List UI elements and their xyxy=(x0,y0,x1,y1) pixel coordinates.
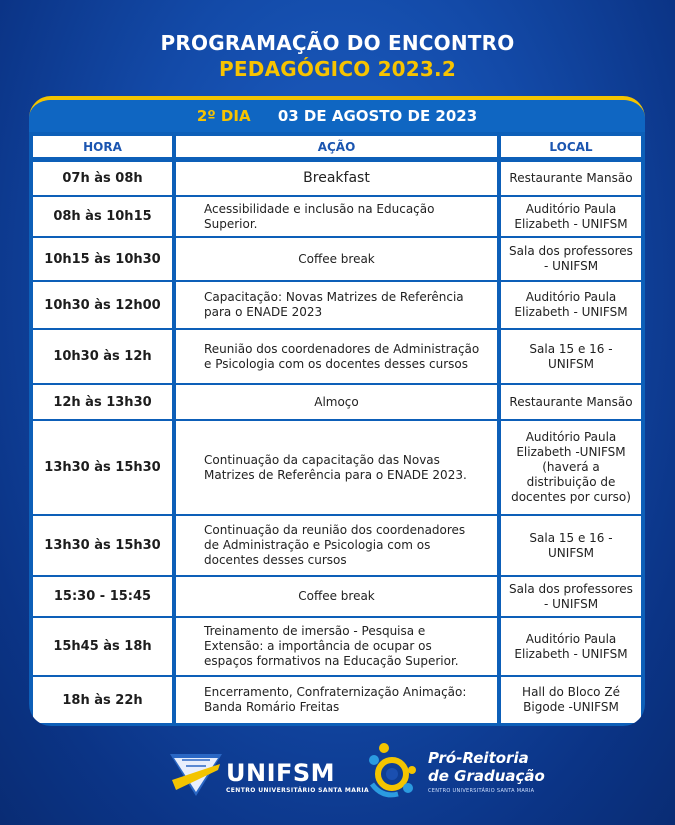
row-10-local: Auditório Paula Elizabeth - UNIFSM xyxy=(501,618,641,675)
row-4-local: Auditório Paula Elizabeth - UNIFSM xyxy=(501,282,641,328)
unifsm-name: UNIFSM xyxy=(226,759,336,787)
row-11-acao: Encerramento, Confraternização Animação: Banda Romário Freitas xyxy=(176,677,497,723)
row-7-local: Auditório Paula Elizabeth -UNIFSM (haverá a distribuição de docentes por curso) xyxy=(501,421,641,514)
row-4-acao: Capacitação: Novas Matrizes de Referência para o ENADE 2023 xyxy=(176,282,497,328)
row-6-hora: 12h às 13h30 xyxy=(33,385,172,419)
row-11-hora: 18h às 22h xyxy=(33,677,172,723)
day-date: 03 DE AGOSTO DE 2023 xyxy=(277,107,478,125)
unifsm-subtitle: CENTRO UNIVERSITÁRIO SANTA MARIA xyxy=(226,787,370,794)
row-6-local: Restaurante Mansão xyxy=(501,385,641,419)
row-10-hora: 15h45 às 18h xyxy=(33,618,172,675)
row-4-hora: 10h30 às 12h00 xyxy=(33,282,172,328)
row-9-local: Sala dos professores - UNIFSM xyxy=(501,577,641,616)
row-2-hora: 08h às 10h15 xyxy=(33,197,172,236)
row-10-acao: Treinamento de imersão - Pesquisa e Extensão: a importância de ocupar os espaços formativos na Educação Superior. xyxy=(176,618,497,675)
row-5-hora: 10h30 às 12h xyxy=(33,330,172,383)
header-hora: HORA xyxy=(33,136,172,157)
footer-logos xyxy=(0,740,675,810)
row-2-local: Auditório Paula Elizabeth - UNIFSM xyxy=(501,197,641,236)
row-8-local: Sala 15 e 16 - UNIFSM xyxy=(501,516,641,575)
row-3-hora: 10h15 às 10h30 xyxy=(33,238,172,280)
schedule-card xyxy=(29,96,645,726)
row-11-local: Hall do Bloco Zé Bigode -UNIFSM xyxy=(501,677,641,723)
pro-reitoria-line2: de Graduação xyxy=(428,767,545,785)
title-line1: PROGRAMAÇÃO DO ENCONTRO xyxy=(160,31,515,55)
row-9-hora: 15:30 - 15:45 xyxy=(33,577,172,616)
row-9-acao: Coffee break xyxy=(176,577,497,616)
day-label: 2º DIA xyxy=(196,107,251,125)
row-1-acao: Breakfast xyxy=(176,162,497,195)
header-acao: AÇÃO xyxy=(176,136,497,157)
row-7-hora: 13h30 às 15h30 xyxy=(33,421,172,514)
row-6-acao: Almoço xyxy=(176,385,497,419)
pro-reitoria-subtitle: CENTRO UNIVERSITÁRIO SANTA MARIA xyxy=(428,788,535,794)
row-5-acao: Reunião dos coordenadores de Administração e Psicologia com os docentes desses cursos xyxy=(176,330,497,383)
header-local: LOCAL xyxy=(501,136,641,157)
day-band xyxy=(29,100,645,132)
row-5-local: Sala 15 e 16 - UNIFSM xyxy=(501,330,641,383)
page-title xyxy=(0,30,675,82)
row-1-hora: 07h às 08h xyxy=(33,162,172,195)
row-8-hora: 13h30 às 15h30 xyxy=(33,516,172,575)
pro-reitoria-line1: Pró-Reitoria xyxy=(428,749,529,767)
row-7-acao: Continuação da capacitação das Novas Matrizes de Referência para o ENADE 2023. xyxy=(176,421,497,514)
row-8-acao: Continuação da reunião dos coordenadores de Administração e Psicologia com os docentes desses cursos xyxy=(176,516,497,575)
row-1-local: Restaurante Mansão xyxy=(501,162,641,195)
row-3-acao: Coffee break xyxy=(176,238,497,280)
title-line2: PEDAGÓGICO 2023.2 xyxy=(219,57,456,81)
pro-reitoria-logo-icon xyxy=(362,740,424,802)
row-3-local: Sala dos professores - UNIFSM xyxy=(501,238,641,280)
unifsm-logo-icon xyxy=(168,750,224,798)
row-2-acao: Acessibilidade e inclusão na Educação Superior. xyxy=(176,197,497,236)
